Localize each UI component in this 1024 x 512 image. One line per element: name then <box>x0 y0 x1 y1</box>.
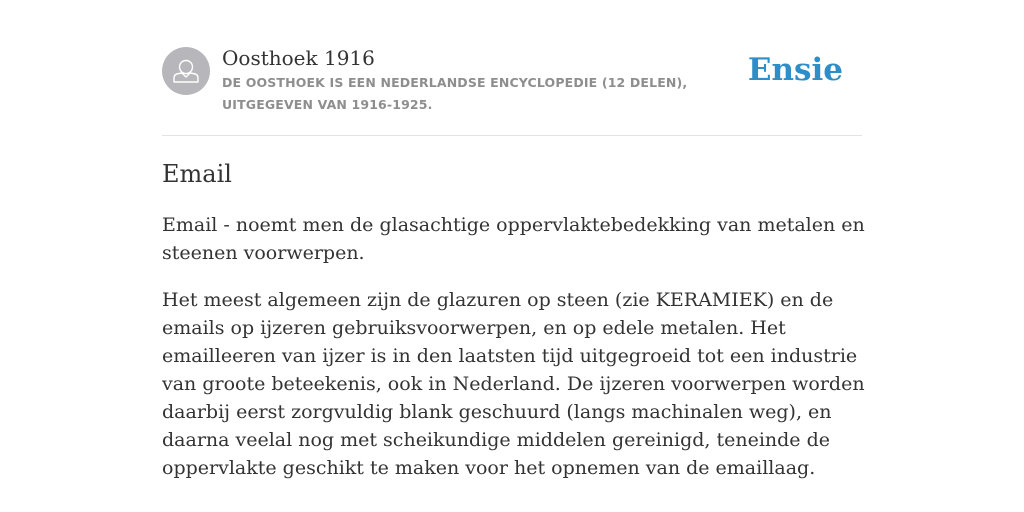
entry-paragraph: Het meest algemeen zijn de glazuren op steen (zie KERAMIEK) en de emails op ijzeren gebruiksvoorwerpen, en op edele metalen. Het emailleeren van ijzer is in den laatsten tijd uitgegroeid tot een industrie van groote beteekenis, ook in Nederland. De ijzeren voorwerpen worden daarbij eerst zorgvuldig blank geschuurd (langs machinalen weg), en daarna veelal nog met scheikundige middelen gereinigd, teneinde de oppervlakte geschikt te maken voor het opnemen van de emaillaag. <box>162 289 865 479</box>
source-avatar[interactable] <box>162 47 210 95</box>
source-description: DE OOSTHOEK IS EEN NEDERLANDSE ENCYCLOPEDIE (12 DELEN), UITGEGEVEN VAN 1916-1925. <box>222 75 688 112</box>
entry-title: Email <box>162 160 232 188</box>
entry-content <box>162 157 867 501</box>
user-icon <box>162 47 210 95</box>
source-title[interactable]: Oosthoek 1916 <box>222 46 375 70</box>
source-header <box>162 40 862 136</box>
ensie-logo-link[interactable]: Ensie <box>747 52 843 88</box>
entry-paragraph: Email - noemt men de glasachtige oppervlaktebedekking van metalen en steenen voorwerpen. <box>162 214 865 264</box>
